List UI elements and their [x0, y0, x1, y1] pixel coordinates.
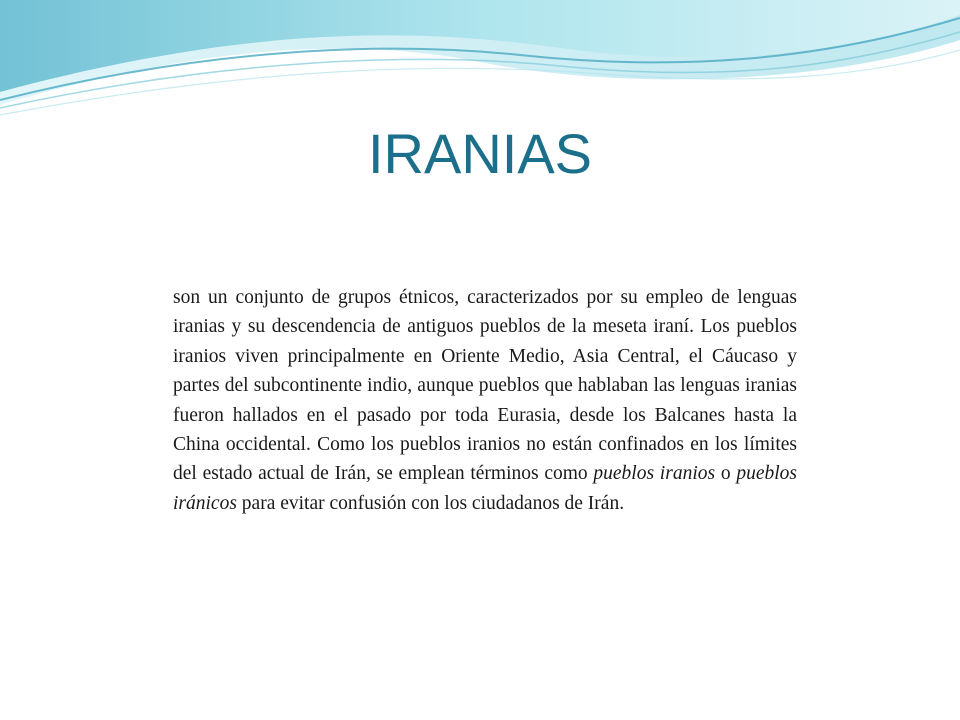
paragraph-text-part-3: para evitar confusión con los ciudadanos de Irán. [236, 492, 625, 514]
paragraph-italic-term-1: pueblos iranios [593, 463, 716, 485]
slide-body-paragraph [173, 283, 797, 518]
paragraph-text-part-2: o [715, 463, 737, 485]
wave-header-decoration [0, 0, 960, 130]
paragraph-text-part-1: son un conjunto de grupos étnicos, caracterizados por su empleo de lenguas iranias y su descendencia de antiguos pueblos de la meseta iraní. Los pueblos iranios viven principalmente en Oriente Medio, Asia Central, el Cáucaso y partes del subcontinente indio, aunque pueblos que hablaban las lenguas iranias fueron hallados en el pasado por toda Eurasia, desde los Balcanes hasta la China occidental. Como los pueblos iranios no están confinados en los límites del estado actual de Irán, se emplean términos como [173, 287, 797, 485]
slide-title: IRANIAS [367, 122, 593, 185]
paragraph-italic-term-2: pueblos iránicos [173, 463, 797, 514]
